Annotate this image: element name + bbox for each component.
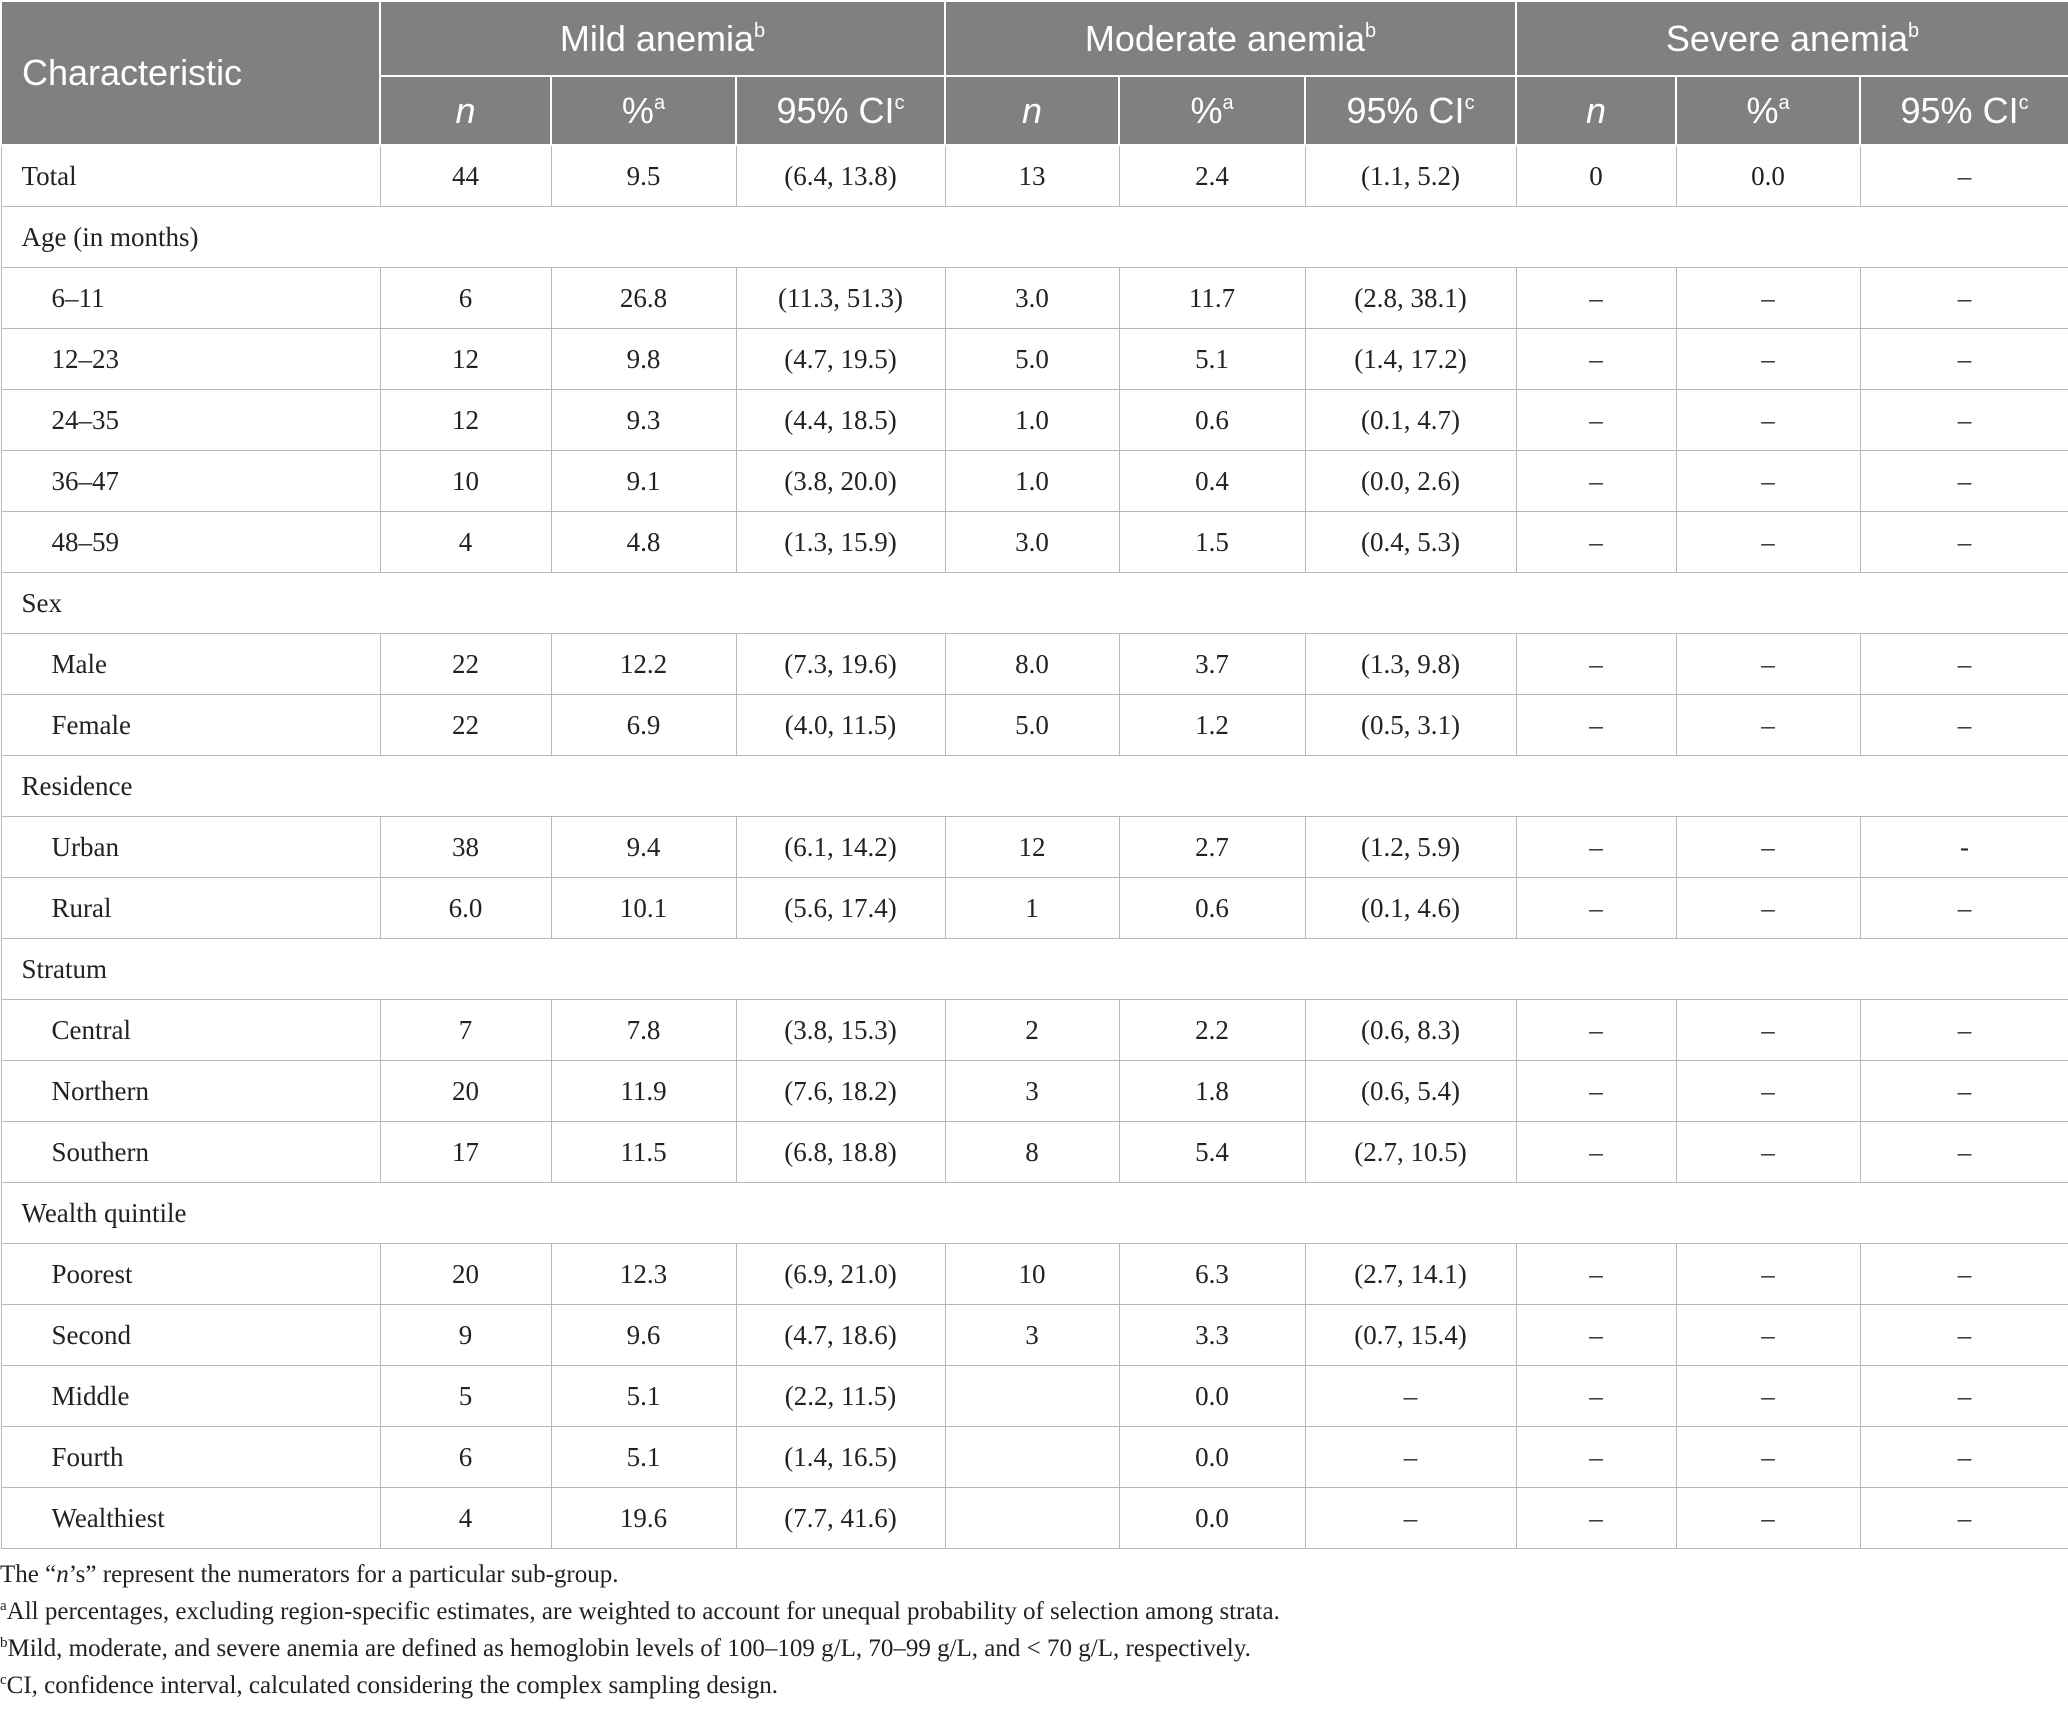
table-cell: –	[1860, 1427, 2068, 1488]
table-cell: 12	[380, 329, 551, 390]
table-row	[1, 1305, 2068, 1366]
table-cell: (6.4, 13.8)	[736, 145, 945, 207]
header-mild-anemia	[380, 1, 945, 76]
table-cell: (6.1, 14.2)	[736, 817, 945, 878]
table-body	[1, 145, 2068, 1549]
row-label: Northern	[1, 1061, 380, 1122]
subheader-percent-label: %	[621, 89, 654, 131]
header-group-label: Severe anemia	[1665, 17, 1909, 59]
footnote-italic-n: n	[56, 1561, 69, 1588]
footnote-a	[0, 1593, 2068, 1630]
table-row	[1, 390, 2068, 451]
header-footnote-mark: b	[1908, 19, 1920, 42]
table-cell: (2.8, 38.1)	[1305, 268, 1516, 329]
row-label: Southern	[1, 1122, 380, 1183]
table-cell: -	[1860, 817, 2068, 878]
table-cell: (4.0, 11.5)	[736, 695, 945, 756]
table-cell: –	[1516, 1122, 1676, 1183]
footnote-mark: a	[0, 1598, 7, 1614]
table-cell: 10	[945, 1244, 1119, 1305]
table-cell: 19.6	[551, 1488, 736, 1549]
table-cell: –	[1676, 268, 1860, 329]
table-cell: 38	[380, 817, 551, 878]
table-cell: –	[1516, 695, 1676, 756]
subheader-percent-label: %	[1746, 89, 1779, 131]
table-row	[1, 695, 2068, 756]
table-cell: (2.7, 14.1)	[1305, 1244, 1516, 1305]
subheader-ci	[1860, 76, 2068, 145]
row-label: Second	[1, 1305, 380, 1366]
table-cell: –	[1516, 1366, 1676, 1427]
subheader-ci-label: 95% CI	[776, 89, 895, 131]
table-cell: (7.7, 41.6)	[736, 1488, 945, 1549]
footnote-text: The “	[0, 1561, 57, 1588]
table-cell: 0.0	[1119, 1488, 1305, 1549]
row-label: 6–11	[1, 268, 380, 329]
table-cell: –	[1860, 1244, 2068, 1305]
table-cell: (2.2, 11.5)	[736, 1366, 945, 1427]
table-cell: (3.8, 15.3)	[736, 1000, 945, 1061]
table-cell: –	[1516, 1488, 1676, 1549]
table-cell: 12	[380, 390, 551, 451]
table-cell: –	[1860, 390, 2068, 451]
table-cell: 8.0	[945, 634, 1119, 695]
table-cell: (1.1, 5.2)	[1305, 145, 1516, 207]
section-row	[1, 939, 2068, 1000]
table-cell: 4	[380, 1488, 551, 1549]
subheader-n	[1516, 76, 1676, 145]
row-label: Urban	[1, 817, 380, 878]
footnote-mark: b	[0, 1635, 8, 1651]
table-cell: 22	[380, 634, 551, 695]
table-cell: 1.0	[945, 451, 1119, 512]
table-cell: –	[1516, 817, 1676, 878]
table-cell: –	[1676, 1305, 1860, 1366]
table-cell: –	[1676, 1427, 1860, 1488]
table-cell: –	[1516, 268, 1676, 329]
table-cell: 20	[380, 1061, 551, 1122]
table-cell: –	[1860, 1061, 2068, 1122]
table-cell: 2.4	[1119, 145, 1305, 207]
subheader-n	[945, 76, 1119, 145]
subheader-ci	[736, 76, 945, 145]
table-cell: 3	[945, 1305, 1119, 1366]
table-cell: 3.0	[945, 268, 1119, 329]
table-cell: (4.7, 19.5)	[736, 329, 945, 390]
row-label: Female	[1, 695, 380, 756]
table-cell: 0.6	[1119, 390, 1305, 451]
table-cell: –	[1860, 878, 2068, 939]
table-cell	[945, 1427, 1119, 1488]
table-header	[1, 1, 2068, 145]
row-label: 36–47	[1, 451, 380, 512]
table-cell: 1.5	[1119, 512, 1305, 573]
table-cell: 26.8	[551, 268, 736, 329]
table-cell: (5.6, 17.4)	[736, 878, 945, 939]
table-row	[1, 817, 2068, 878]
subheader-footnote-mark: c	[894, 91, 905, 114]
table-cell: 11.7	[1119, 268, 1305, 329]
table-cell: –	[1516, 1000, 1676, 1061]
table-cell: 2.2	[1119, 1000, 1305, 1061]
table-cell: (3.8, 20.0)	[736, 451, 945, 512]
table-cell: 3.3	[1119, 1305, 1305, 1366]
row-label: Central	[1, 1000, 380, 1061]
table-cell: 13	[945, 145, 1119, 207]
table-row	[1, 1427, 2068, 1488]
subheader-ci	[1305, 76, 1516, 145]
footnote-text: All percentages, excluding region-specific estimates, are weighted to account for unequal probability of selection among strata.	[6, 1598, 1280, 1625]
table-cell: 9.6	[551, 1305, 736, 1366]
table-row	[1, 1000, 2068, 1061]
row-label: Total	[1, 145, 380, 207]
table-cell: (1.3, 15.9)	[736, 512, 945, 573]
table-cell: 7.8	[551, 1000, 736, 1061]
section-label: Age (in months)	[1, 207, 2068, 268]
section-label: Stratum	[1, 939, 2068, 1000]
row-label: Male	[1, 634, 380, 695]
table-cell: (6.8, 18.8)	[736, 1122, 945, 1183]
table-cell: –	[1860, 1305, 2068, 1366]
table-cell: (4.7, 18.6)	[736, 1305, 945, 1366]
table-cell: 12	[945, 817, 1119, 878]
row-label: 24–35	[1, 390, 380, 451]
table-cell: (2.7, 10.5)	[1305, 1122, 1516, 1183]
table-cell: 5.1	[551, 1427, 736, 1488]
table-cell: (0.1, 4.6)	[1305, 878, 1516, 939]
subheader-footnote-mark: a	[1778, 91, 1790, 114]
subheader-percent	[1676, 76, 1860, 145]
table-cell: –	[1676, 1366, 1860, 1427]
table-cell: –	[1676, 390, 1860, 451]
row-label: 48–59	[1, 512, 380, 573]
table-cell: (1.3, 9.8)	[1305, 634, 1516, 695]
table-cell: –	[1676, 817, 1860, 878]
row-label: Middle	[1, 1366, 380, 1427]
subheader-n-label: n	[1022, 89, 1043, 131]
table-row	[1, 268, 2068, 329]
table-cell: –	[1305, 1488, 1516, 1549]
table-cell: –	[1676, 1000, 1860, 1061]
table-cell: 0.0	[1119, 1427, 1305, 1488]
row-label: Poorest	[1, 1244, 380, 1305]
table-cell: 9.4	[551, 817, 736, 878]
table-cell: (0.6, 8.3)	[1305, 1000, 1516, 1061]
header-footnote-mark: b	[1365, 19, 1377, 42]
table-row	[1, 878, 2068, 939]
table-cell: (6.9, 21.0)	[736, 1244, 945, 1305]
table-row	[1, 1366, 2068, 1427]
table-cell: 22	[380, 695, 551, 756]
table-cell: 6.9	[551, 695, 736, 756]
section-row	[1, 207, 2068, 268]
table-cell: –	[1676, 878, 1860, 939]
table-cell: (0.5, 3.1)	[1305, 695, 1516, 756]
table-cell: –	[1676, 1061, 1860, 1122]
table-cell: –	[1516, 329, 1676, 390]
table-cell: –	[1676, 1488, 1860, 1549]
row-label: Wealthiest	[1, 1488, 380, 1549]
table-cell: –	[1516, 451, 1676, 512]
table-cell: –	[1860, 634, 2068, 695]
table-cell: 0.6	[1119, 878, 1305, 939]
table-cell: –	[1860, 145, 2068, 207]
footnote-text: Mild, moderate, and severe anemia are defined as hemoglobin levels of 100–109 g/L, 70–99 g/L, and < 70 g/L, respectively.	[7, 1635, 1251, 1662]
table-cell: (1.4, 17.2)	[1305, 329, 1516, 390]
table-cell: –	[1676, 329, 1860, 390]
section-row	[1, 1183, 2068, 1244]
table-cell: –	[1860, 512, 2068, 573]
table-cell: –	[1860, 268, 2068, 329]
table-cell: –	[1516, 1305, 1676, 1366]
header-footnote-mark: b	[754, 19, 766, 42]
footnote-c	[0, 1667, 2068, 1704]
table-cell: (11.3, 51.3)	[736, 268, 945, 329]
table-cell: (0.4, 5.3)	[1305, 512, 1516, 573]
table-cell: 9	[380, 1305, 551, 1366]
table-cell: –	[1516, 634, 1676, 695]
table-cell: –	[1860, 329, 2068, 390]
table-cell: 4.8	[551, 512, 736, 573]
table-row	[1, 512, 2068, 573]
footnote-n	[0, 1556, 2068, 1593]
section-label: Sex	[1, 573, 2068, 634]
table-cell	[945, 1488, 1119, 1549]
table-cell: –	[1860, 1488, 2068, 1549]
section-label: Wealth quintile	[1, 1183, 2068, 1244]
table-cell: 11.5	[551, 1122, 736, 1183]
table-cell: 1.0	[945, 390, 1119, 451]
subheader-footnote-mark: a	[1222, 91, 1234, 114]
table-footnotes	[0, 1556, 2068, 1704]
table-cell: 3.7	[1119, 634, 1305, 695]
table-cell: 2	[945, 1000, 1119, 1061]
table-cell: (4.4, 18.5)	[736, 390, 945, 451]
table-cell: 11.9	[551, 1061, 736, 1122]
table-cell: 3	[945, 1061, 1119, 1122]
table-cell: 5	[380, 1366, 551, 1427]
table-cell: –	[1305, 1427, 1516, 1488]
table-cell: 9.8	[551, 329, 736, 390]
table-cell: 3.0	[945, 512, 1119, 573]
table-cell: –	[1860, 695, 2068, 756]
table-cell: 17	[380, 1122, 551, 1183]
table-cell: –	[1676, 1244, 1860, 1305]
table-cell: 8	[945, 1122, 1119, 1183]
header-group-label: Mild anemia	[559, 17, 754, 59]
header-group-label: Moderate anemia	[1084, 17, 1366, 59]
table-cell: 2.7	[1119, 817, 1305, 878]
table-cell: –	[1676, 695, 1860, 756]
subheader-n	[380, 76, 551, 145]
row-label: Fourth	[1, 1427, 380, 1488]
table-row	[1, 329, 2068, 390]
table-row	[1, 1122, 2068, 1183]
table-cell: 6.3	[1119, 1244, 1305, 1305]
table-cell: (0.0, 2.6)	[1305, 451, 1516, 512]
subheader-percent-label: %	[1190, 89, 1223, 131]
table-row	[1, 1488, 2068, 1549]
table-cell: –	[1676, 512, 1860, 573]
table-cell: 6	[380, 268, 551, 329]
subheader-n-label: n	[455, 89, 476, 131]
table-cell: 10	[380, 451, 551, 512]
subheader-footnote-mark: a	[653, 91, 666, 114]
table-cell: –	[1676, 451, 1860, 512]
table-cell: 9.3	[551, 390, 736, 451]
table-cell	[945, 1366, 1119, 1427]
table-cell: –	[1305, 1366, 1516, 1427]
header-characteristic: Characteristic	[1, 1, 380, 145]
table-cell: –	[1516, 1061, 1676, 1122]
table-cell: 10.1	[551, 878, 736, 939]
header-severe-anemia	[1516, 1, 2068, 76]
section-row	[1, 756, 2068, 817]
table-cell: 5.1	[1119, 329, 1305, 390]
table-cell: 5.1	[551, 1366, 736, 1427]
table-cell: –	[1860, 1122, 2068, 1183]
subheader-footnote-mark: c	[1464, 91, 1475, 114]
table-cell: 0	[1516, 145, 1676, 207]
table-cell: 1.8	[1119, 1061, 1305, 1122]
table-cell: –	[1860, 1000, 2068, 1061]
table-cell: 1.2	[1119, 695, 1305, 756]
footnote-text: ’s” represent the numerators for a particular sub-group.	[68, 1561, 619, 1588]
subheader-ci-label: 95% CI	[1346, 89, 1465, 131]
table-cell: –	[1860, 451, 2068, 512]
table-cell: 20	[380, 1244, 551, 1305]
table-row	[1, 634, 2068, 695]
section-label: Residence	[1, 756, 2068, 817]
row-label: Rural	[1, 878, 380, 939]
table-cell: (0.1, 4.7)	[1305, 390, 1516, 451]
table-cell: (7.6, 18.2)	[736, 1061, 945, 1122]
table-cell: (7.3, 19.6)	[736, 634, 945, 695]
table-cell: 44	[380, 145, 551, 207]
table-cell: 0.0	[1676, 145, 1860, 207]
table-cell: 12.3	[551, 1244, 736, 1305]
table-cell: 5.0	[945, 695, 1119, 756]
subheader-percent	[551, 76, 736, 145]
footnote-text: CI, confidence interval, calculated considering the complex sampling design.	[6, 1672, 778, 1699]
table-cell: (0.7, 15.4)	[1305, 1305, 1516, 1366]
table-cell: 1	[945, 878, 1119, 939]
table-cell: (1.4, 16.5)	[736, 1427, 945, 1488]
table-cell: –	[1516, 1244, 1676, 1305]
table-cell: 7	[380, 1000, 551, 1061]
table-cell: 5.4	[1119, 1122, 1305, 1183]
subheader-n-label: n	[1586, 89, 1607, 131]
table-cell: 4	[380, 512, 551, 573]
table-cell: 12.2	[551, 634, 736, 695]
table-row	[1, 1244, 2068, 1305]
table-cell: –	[1516, 1427, 1676, 1488]
footnote-mark: c	[0, 1672, 7, 1688]
table-row	[1, 1061, 2068, 1122]
table-cell: 0.4	[1119, 451, 1305, 512]
footnote-b	[0, 1630, 2068, 1667]
row-label: 12–23	[1, 329, 380, 390]
table-row	[1, 145, 2068, 207]
section-row	[1, 573, 2068, 634]
table-cell: 9.1	[551, 451, 736, 512]
subheader-footnote-mark: c	[2018, 91, 2029, 114]
subheader-ci-label: 95% CI	[1900, 89, 2019, 131]
table-row	[1, 451, 2068, 512]
subheader-percent	[1119, 76, 1305, 145]
table-cell: –	[1516, 512, 1676, 573]
table-cell: (0.6, 5.4)	[1305, 1061, 1516, 1122]
header-moderate-anemia	[945, 1, 1516, 76]
table-cell: –	[1676, 634, 1860, 695]
table-cell: 6.0	[380, 878, 551, 939]
table-cell: 6	[380, 1427, 551, 1488]
table-cell: 9.5	[551, 145, 736, 207]
table-cell: 5.0	[945, 329, 1119, 390]
table-cell: –	[1516, 878, 1676, 939]
table-cell: –	[1516, 390, 1676, 451]
table-cell: 0.0	[1119, 1366, 1305, 1427]
table-cell: (1.2, 5.9)	[1305, 817, 1516, 878]
table-cell: –	[1860, 1366, 2068, 1427]
table-cell: –	[1676, 1122, 1860, 1183]
